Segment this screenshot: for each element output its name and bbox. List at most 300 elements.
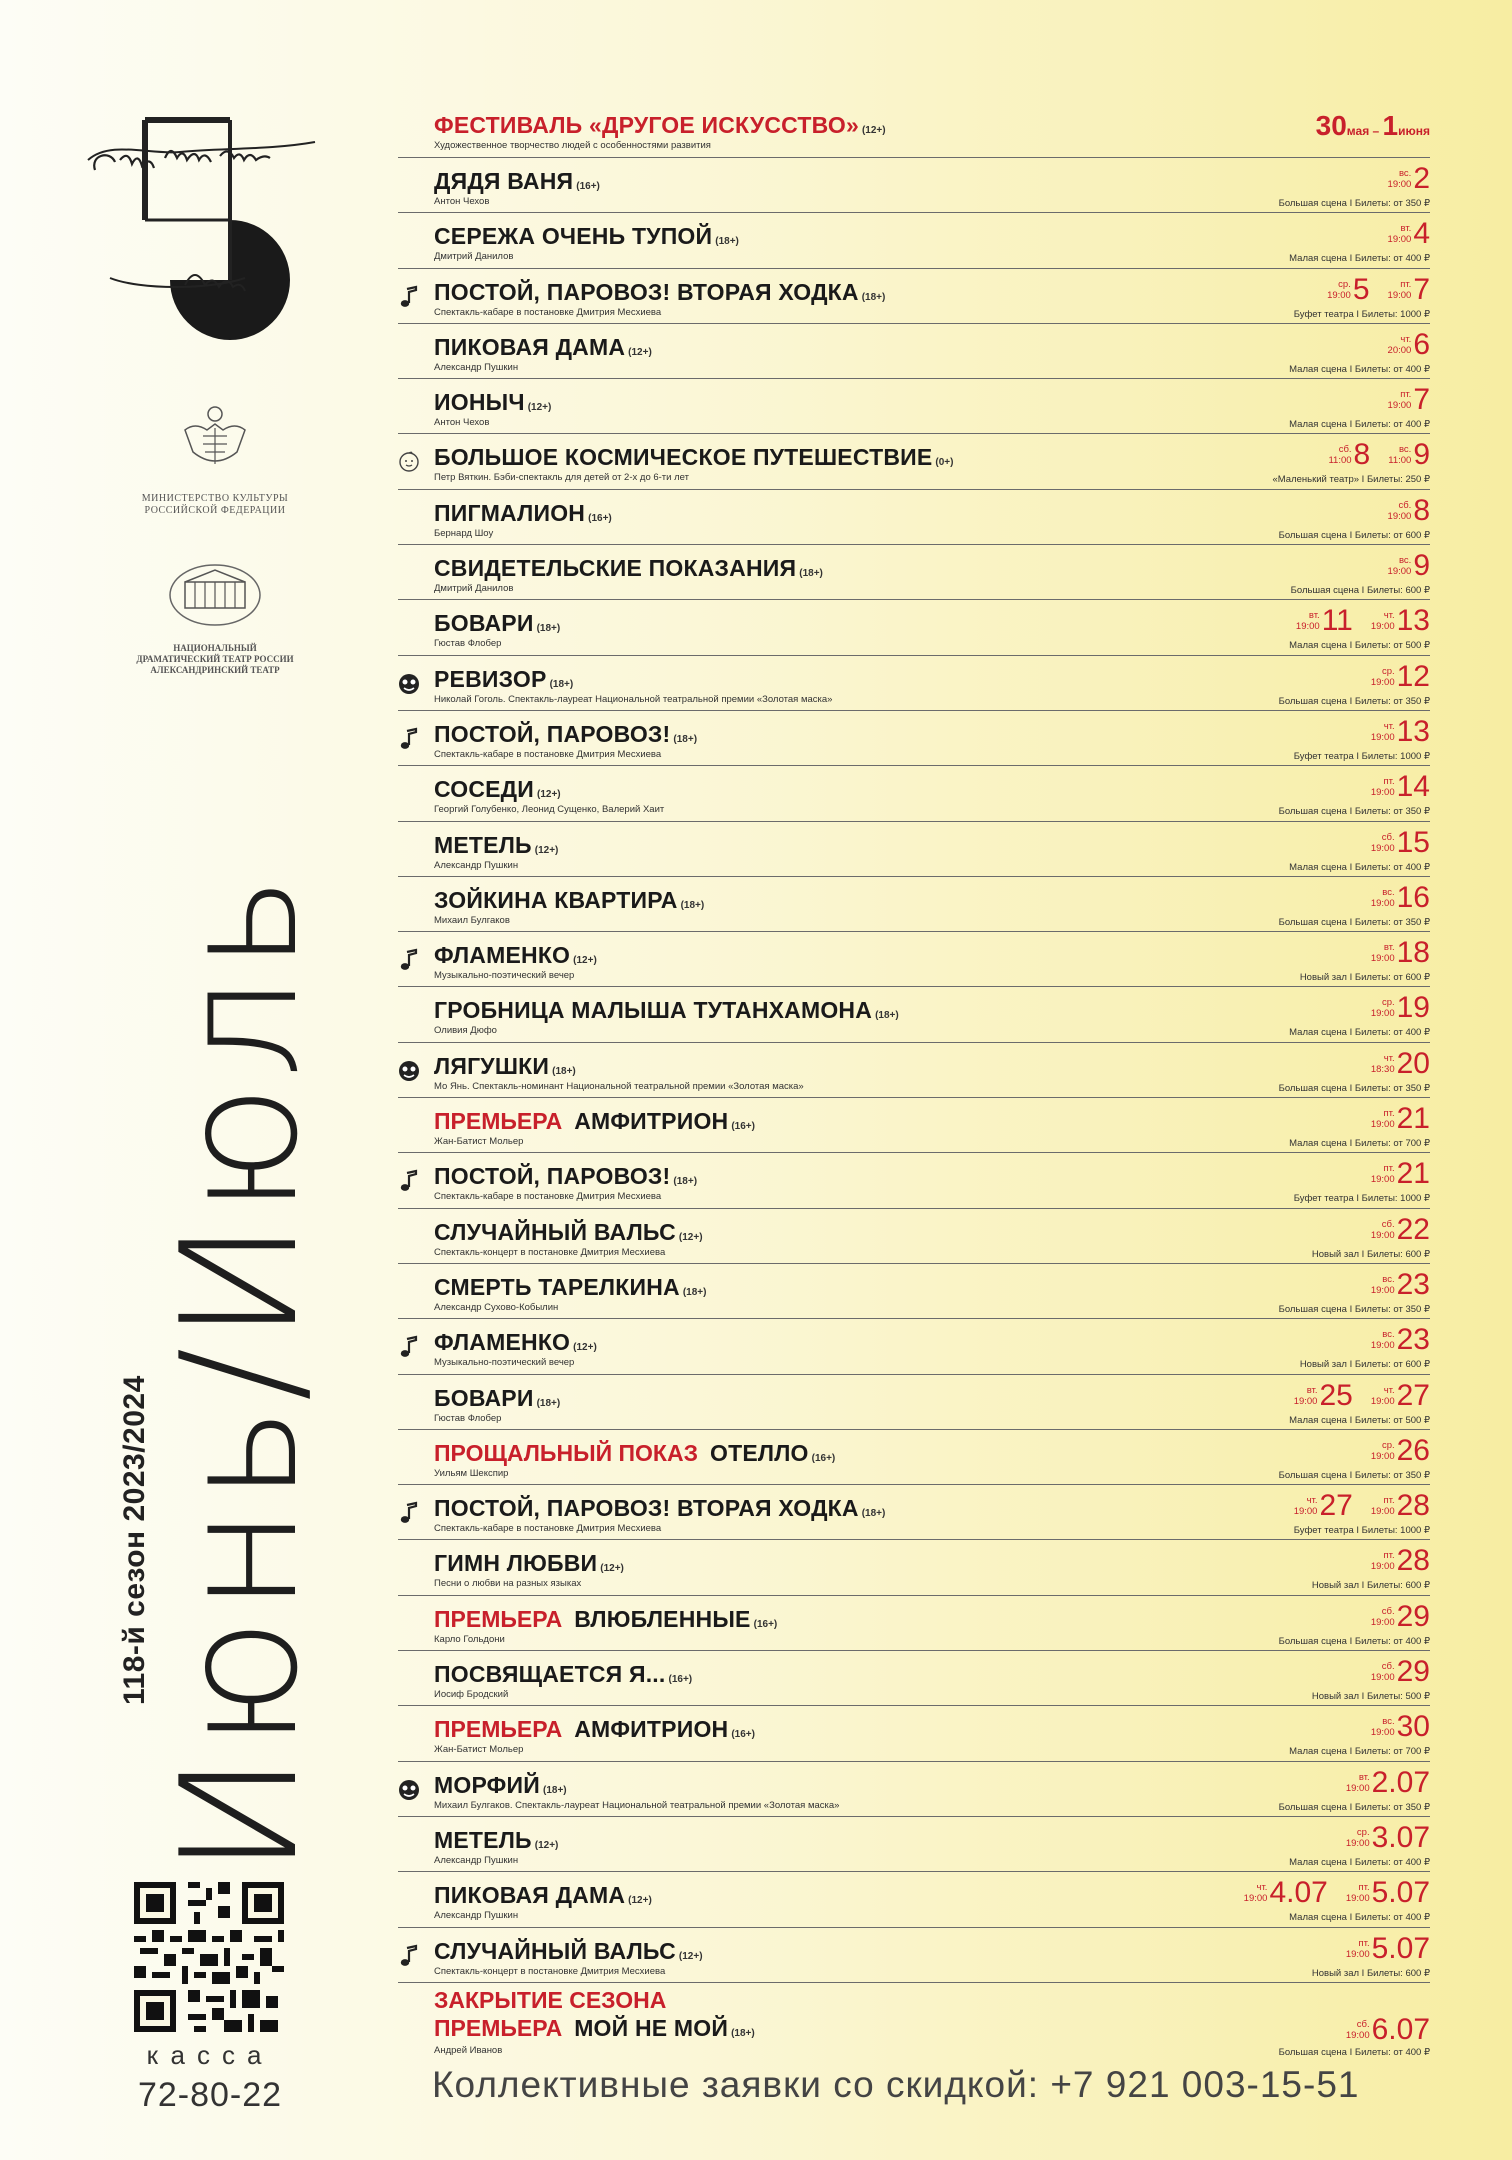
showtime: 19:00 (1370, 1119, 1395, 1131)
age-rating: (16+) (668, 1674, 693, 1686)
date-entry (1371, 1546, 1430, 1576)
performance-dates (1370, 659, 1430, 693)
age-rating: (16+) (731, 1121, 755, 1133)
performance-author: Песни о любви на разных языках (434, 1578, 582, 1590)
performance-row[interactable] (398, 1540, 1430, 1595)
venue-price: Большая сцена I Билеты: от 350 ₽ (1278, 916, 1430, 928)
performance-title: ДЯДЯ ВАНЯ (434, 168, 574, 194)
date-entry (1345, 1820, 1430, 1854)
weekday: чт. (1256, 1882, 1268, 1894)
showtime: 19:00 (1293, 1395, 1318, 1407)
performance-dates (1370, 714, 1430, 748)
performance-row[interactable] (398, 1651, 1430, 1706)
performance-dates (1371, 1159, 1430, 1189)
performance-author: Антон Чехов (434, 417, 490, 429)
weekday: вс. (1382, 1716, 1395, 1728)
age-rating: (18+) (680, 899, 705, 911)
age-rating: (16+) (811, 1452, 836, 1464)
showtime: 19:00 (1370, 842, 1395, 854)
left-column (0, 0, 420, 2160)
performance-dates (1388, 551, 1430, 581)
closing-title: МОЙ НЕ МОЙ (574, 2014, 729, 2041)
venue-price: «Маленький театр» I Билеты: 250 ₽ (1272, 474, 1430, 486)
venue-price: Малая сцена I Билеты: от 400 ₽ (1289, 363, 1430, 375)
performance-row[interactable] (398, 1485, 1430, 1540)
weekday: пт. (1383, 1495, 1395, 1507)
venue-price: Новый зал I Билеты: 600 ₽ (1311, 1580, 1430, 1592)
weekday: пт. (1358, 1937, 1370, 1949)
performance-author: Михаил Булгаков (434, 914, 510, 926)
performance-title: ПОСТОЙ, ПАРОВОЗ! (434, 720, 671, 747)
performance-row[interactable] (398, 1706, 1430, 1761)
performance-row[interactable] (398, 1817, 1430, 1872)
date-entry (1371, 606, 1430, 636)
showtime: 19:00 (1387, 179, 1412, 190)
showtime: 19:00 (1295, 621, 1320, 633)
performance-dates (1294, 1491, 1430, 1521)
performance-title: ОТЕЛЛО (709, 1439, 809, 1466)
performance-title: ГРОБНИЦА МАЛЫША ТУТАНХАМОНА (434, 997, 873, 1024)
performance-dates (1370, 1267, 1430, 1301)
age-rating: (12+) (678, 1231, 703, 1243)
showtime: 19:00 (1370, 676, 1395, 688)
performance-title: ФЛАМЕНКО (434, 1329, 571, 1356)
performance-title: СЕРЕЖА ОЧЕНЬ ТУПОЙ (434, 223, 713, 250)
date-entry (1370, 1378, 1430, 1412)
weekday: ср. (1381, 997, 1395, 1009)
date-entry (1371, 993, 1430, 1023)
venue-price: Новый зал I Билеты: 600 ₽ (1311, 1248, 1430, 1260)
showtime: 19:00 (1370, 1450, 1395, 1462)
closing-date: сб. 19:00 6.07 (1345, 2012, 1430, 2046)
performance-row[interactable] (398, 1596, 1430, 1651)
showtime: 11:00 (1328, 455, 1352, 467)
age-rating: (18+) (536, 1397, 561, 1409)
date-entry (1328, 440, 1370, 470)
weekday: сб. (1381, 1661, 1395, 1673)
date-day: 28 (1396, 1544, 1430, 1578)
performance-row[interactable] (398, 1153, 1430, 1208)
performance-title: ФЛАМЕНКО (434, 942, 571, 969)
showtime: 19:00 (1345, 1782, 1370, 1794)
performance-dates (1388, 385, 1430, 415)
venue-price: Буфет театра I Билеты: 1000 ₽ (1293, 750, 1430, 762)
date-entry (1370, 714, 1430, 748)
date-entry (1387, 327, 1430, 361)
venue-price: Малая сцена I Билеты: от 400 ₽ (1289, 253, 1430, 265)
date-day: 2 (1413, 162, 1430, 195)
venue-price: Малая сцена I Билеты: от 400 ₽ (1289, 1027, 1430, 1039)
date-day: 6 (1413, 327, 1430, 361)
weekday: пт. (1383, 1163, 1395, 1175)
performance-title: МЕТЕЛЬ (434, 831, 532, 858)
performance-author: Бернард Шоу (434, 527, 494, 539)
venue-price: Малая сцена I Билеты: от 500 ₽ (1289, 640, 1430, 652)
performance-title: ИОНЫЧ (434, 389, 525, 416)
showtime: 19:00 (1370, 953, 1395, 965)
showtime: 19:00 (1370, 1174, 1395, 1186)
performance-dates (1345, 1931, 1430, 1965)
showtime: 19:00 (1345, 1837, 1370, 1849)
date-day: 18 (1396, 936, 1430, 970)
date-day: 16 (1396, 880, 1430, 914)
performance-dates (1371, 938, 1430, 968)
showtime: 19:00 (1293, 1506, 1318, 1518)
weekday: вт. (1383, 942, 1395, 954)
date-day: 12 (1396, 659, 1430, 693)
performance-dates (1388, 219, 1430, 249)
date-entry (1388, 219, 1430, 249)
performance-tag: ПРЕМЬЕРА (434, 1108, 563, 1135)
performance-row[interactable] (398, 766, 1430, 821)
showtime: 19:00 (1370, 1727, 1395, 1739)
performance-title: ПИКОВАЯ ДАМА (434, 1882, 626, 1909)
performance-title: АМФИТРИОН (574, 1108, 729, 1135)
performance-row[interactable] (398, 1430, 1430, 1485)
ministry-block (140, 400, 290, 517)
music-note-icon (398, 727, 420, 751)
theatre-logo (70, 100, 400, 340)
performance-title: ВЛЮБЛЕННЫЕ (574, 1605, 751, 1632)
venue-price: Новый зал I Билеты: от 600 ₽ (1299, 1359, 1430, 1371)
performance-row[interactable] (398, 932, 1430, 987)
showtime: 19:00 (1345, 1893, 1370, 1905)
performance-title: БОВАРИ (434, 610, 534, 637)
date-day: 27 (1396, 1378, 1430, 1412)
venue-price: Большая сцена I Билеты: от 400 ₽ (1278, 1635, 1430, 1647)
performance-dates (1388, 164, 1430, 194)
performance-dates (1371, 1546, 1430, 1576)
date-day: 23 (1396, 1323, 1430, 1357)
showtime: 19:00 (1370, 1506, 1395, 1518)
music-note-icon (398, 1335, 420, 1359)
performance-author: Музыкально-поэтический вечер (434, 970, 575, 982)
performance-title: ГИМН ЛЮБВИ (434, 1550, 598, 1577)
golden-mask-icon (398, 1778, 420, 1802)
age-rating: (12+) (527, 402, 552, 414)
performance-row[interactable] (398, 1762, 1430, 1817)
performance-row[interactable] (398, 158, 1430, 213)
date-entry (1371, 938, 1430, 968)
performance-row[interactable] (398, 324, 1430, 379)
baby-face-icon (398, 450, 420, 474)
performance-row[interactable] (398, 877, 1430, 932)
performance-row[interactable] (398, 1375, 1430, 1430)
weekday: вс. (1398, 444, 1412, 456)
performance-title: ЗОЙКИНА КВАРТИРА (434, 886, 678, 913)
showtime: 19:00 (1370, 1561, 1395, 1573)
performance-dates (1371, 1325, 1430, 1355)
performance-row[interactable] (398, 1043, 1430, 1098)
weekday: сб. (1381, 1218, 1395, 1230)
date-day: 5.07 (1371, 1931, 1430, 1965)
venue-price: Малая сцена I Билеты: от 400 ₽ (1289, 861, 1430, 873)
qr-code-icon[interactable] (134, 1882, 284, 2032)
performance-row[interactable] (398, 1928, 1430, 1983)
performance-row[interactable] (398, 213, 1430, 268)
closing-venue: Большая сцена I Билеты: от 400 ₽ (1278, 2046, 1430, 2058)
performance-dates (1370, 880, 1430, 914)
performance-row[interactable] (398, 1319, 1430, 1374)
performance-author: Уильям Шекспир (434, 1467, 509, 1479)
age-rating: (12+) (628, 1895, 652, 1907)
performance-row[interactable] (398, 1872, 1430, 1927)
weekday: пт. (1400, 278, 1412, 290)
age-rating: (18+) (715, 236, 739, 248)
performance-author: Александр Сухово-Кобылин (434, 1301, 559, 1313)
performance-dates (1371, 1104, 1430, 1134)
age-rating: (18+) (542, 1784, 567, 1796)
golden-mask-icon (398, 672, 420, 696)
weekday: ср. (1381, 1439, 1395, 1451)
performance-author: Михаил Булгаков. Спектакль-лауреат Национальной театральной премии «Золотая маска» (434, 1799, 840, 1811)
performance-author: Георгий Голубенко, Леонид Сущенко, Валерий Хаит (434, 804, 665, 816)
performance-tag: ПРЕМЬЕРА (434, 1605, 563, 1632)
performance-author: Жан-Батист Мольер (434, 1744, 524, 1756)
date-day: 5 (1352, 272, 1370, 306)
venue-price: Большая сцена I Билеты: от 350 ₽ (1278, 1303, 1430, 1315)
performance-title: ПОСТОЙ, ПАРОВОЗ! ВТОРАЯ ХОДКА (434, 278, 859, 305)
performance-row[interactable] (398, 987, 1430, 1042)
alexandrinsky-emblem-icon (160, 560, 270, 630)
performance-title: СОСЕДИ (434, 776, 534, 803)
venue-price: Малая сцена I Билеты: от 500 ₽ (1289, 1414, 1430, 1426)
date-entry (1371, 1104, 1430, 1134)
festival-age: (12+) (861, 125, 886, 136)
performance-row[interactable] (398, 600, 1430, 655)
age-rating: (18+) (549, 678, 574, 690)
performance-row[interactable] (398, 545, 1430, 600)
weekday: вт. (1308, 610, 1320, 622)
weekday: чт. (1383, 1052, 1395, 1064)
festival-subtitle: Художественное творчество людей с особенностями развития (434, 140, 711, 151)
venue-price: Большая сцена I Билеты: от 600 ₽ (1278, 529, 1430, 541)
performance-author: Спектакль-кабаре в постановке Дмитрия Месхиева (434, 748, 662, 760)
weekday: пт. (1383, 1108, 1395, 1120)
showtime: 19:00 (1243, 1893, 1268, 1905)
performance-title: ПОСТОЙ, ПАРОВОЗ! ВТОРАЯ ХОДКА (434, 1495, 859, 1522)
date-day: 30 (1396, 1710, 1430, 1744)
closing-row[interactable]: ЗАКРЫТИЕ СЕЗОНА ПРЕМЬЕРА МОЙ НЕ МОЙ (18+) Андрей Иванов сб. 19:00 6.07 Большая сцена I Билеты: от 400 ₽ (434, 1986, 1430, 2058)
festival-dates: 30мая – 1июня (1315, 110, 1430, 141)
showtime: 19:00 (1370, 621, 1395, 633)
date-entry (1371, 772, 1430, 802)
performance-dates (1370, 825, 1430, 859)
performance-row[interactable] (398, 711, 1430, 766)
showtime: 19:00 (1387, 510, 1412, 522)
performance-title: РЕВИЗОР (434, 665, 547, 692)
date-entry (1327, 272, 1370, 306)
date-day: 9 (1413, 438, 1430, 472)
date-day: 22 (1396, 1212, 1430, 1246)
festival-row[interactable] (398, 108, 1430, 158)
performance-author: Спектакль-кабаре в постановке Дмитрия Месхиева (434, 1523, 662, 1535)
showtime: 19:00 (1387, 234, 1412, 246)
venue-price: Большая сцена I Билеты: 600 ₽ (1290, 585, 1430, 597)
performance-author: Гюстав Флобер (434, 1412, 502, 1424)
venue-price: Буфет театра I Билеты: 1000 ₽ (1293, 308, 1430, 320)
date-day: 8 (1353, 438, 1371, 472)
performance-author: Спектакль-концерт в постановке Дмитрия Месхиева (434, 1965, 666, 1977)
performance-row[interactable] (398, 1098, 1430, 1153)
age-rating: (12+) (573, 1342, 597, 1354)
performance-author: Александр Пушкин (434, 1910, 519, 1922)
performance-row[interactable] (398, 1264, 1430, 1319)
performance-author: Дмитрий Данилов (434, 251, 514, 263)
age-rating: (16+) (588, 512, 612, 524)
date-day: 7 (1413, 272, 1430, 306)
date-day: 4.07 (1269, 1876, 1328, 1910)
date-day: 13 (1396, 714, 1430, 748)
performance-tag: ПРОЩАЛЬНЫЙ ПОКАЗ (434, 1439, 698, 1466)
performance-author: Дмитрий Данилов (434, 583, 514, 595)
performance-author: Мо Янь. Спектакль-номинант Национальной театральной премии «Золотая маска» (434, 1080, 804, 1092)
festival-title: ФЕСТИВАЛЬ «ДРУГОЕ ИСКУССТВО» (434, 112, 859, 138)
date-day: 23 (1396, 1267, 1430, 1301)
venue-price: Большая сцена I Билеты: от 350 ₽ (1278, 1469, 1430, 1481)
showtime: 19:00 (1387, 289, 1412, 301)
weekday: вс. (1382, 1273, 1395, 1285)
performance-title: СМЕРТЬ ТАРЕЛКИНА (434, 1273, 680, 1300)
performance-dates (1371, 1712, 1430, 1742)
weekday: ср. (1356, 1826, 1370, 1838)
weekday: чт. (1306, 1495, 1318, 1507)
venue-price: Буфет театра I Билеты: 1000 ₽ (1293, 1525, 1430, 1537)
performance-dates (1387, 493, 1430, 527)
closing-tag: ЗАКРЫТИЕ СЕЗОНА (434, 1986, 667, 2013)
date-entry (1370, 1267, 1430, 1301)
age-rating: (12+) (534, 1839, 559, 1851)
weekday: ср. (1338, 278, 1351, 290)
performance-author: Александр Пушкин (434, 361, 519, 373)
date-entry (1371, 1712, 1430, 1742)
performance-title: ПИКОВАЯ ДАМА (434, 333, 626, 360)
performance-row[interactable] (398, 656, 1430, 711)
performance-tag: ПРЕМЬЕРА (434, 1716, 563, 1743)
theatre-logo-icon (70, 100, 400, 340)
performance-author: Карло Гольдони (434, 1633, 505, 1645)
date-day: 29 (1396, 1599, 1430, 1633)
performance-author: Николай Гоголь. Спектакль-лауреат Национальной театральной премии «Золотая маска» (434, 693, 833, 705)
showtime: 19:00 (1370, 1616, 1395, 1628)
venue-price: Малая сцена I Билеты: от 400 ₽ (1289, 419, 1430, 431)
performance-dates (1370, 1433, 1430, 1467)
age-rating: (12+) (537, 789, 561, 801)
date-entry (1244, 1878, 1328, 1908)
performance-list (398, 108, 1430, 2063)
performance-dates (1296, 606, 1430, 636)
date-day: 11 (1321, 604, 1353, 638)
date-day: 25 (1319, 1378, 1353, 1412)
age-rating: (18+) (875, 1010, 899, 1022)
date-day: 4 (1413, 217, 1430, 251)
performance-row[interactable] (398, 269, 1430, 324)
age-rating: (0+) (935, 457, 954, 469)
performance-row[interactable] (398, 379, 1430, 434)
performance-author: Спектакль-концерт в постановке Дмитрия Месхиева (434, 1246, 666, 1258)
age-rating: (12+) (534, 844, 559, 856)
performance-dates (1244, 1878, 1430, 1908)
age-rating: (16+) (576, 181, 600, 192)
date-entry (1388, 164, 1430, 194)
performance-dates (1328, 440, 1430, 470)
weekday: чт. (1383, 1384, 1395, 1396)
performance-title: ПОСВЯЩАЕТСЯ Я... (434, 1661, 666, 1688)
performance-row[interactable] (398, 1209, 1430, 1264)
showtime: 19:00 (1370, 1395, 1395, 1407)
date-entry (1370, 825, 1430, 859)
showtime: 18:30 (1370, 1063, 1395, 1075)
performance-author: Гюстав Флобер (434, 638, 502, 650)
venue-price: Новый зал I Билеты: 600 ₽ (1311, 1967, 1430, 1979)
performance-author: Петр Вяткин. Бэби-спектакль для детей от 2-х до 6-ти лет (434, 472, 689, 484)
ministry-text: МИНИСТЕРСТВО КУЛЬТУРЫ РОССИЙСКОЙ ФЕДЕРАЦИИ (141, 493, 289, 516)
performance-dates (1370, 1599, 1430, 1633)
age-rating: (18+) (861, 1508, 886, 1520)
venue-price: Новый зал I Билеты: от 600 ₽ (1299, 972, 1430, 984)
date-day: 28 (1396, 1489, 1430, 1523)
date-entry (1387, 272, 1430, 306)
date-day: 26 (1396, 1433, 1430, 1467)
music-note-icon (398, 285, 420, 309)
date-day: 7 (1413, 383, 1430, 417)
date-entry (1370, 1046, 1430, 1080)
showtime: 19:00 (1370, 897, 1395, 909)
age-rating: (16+) (753, 1618, 778, 1630)
date-day: 5.07 (1371, 1876, 1430, 1910)
showtime: 19:00 (1387, 400, 1412, 412)
date-entry (1371, 1159, 1430, 1189)
performance-title: СЛУЧАЙНЫЙ ВАЛЬС (434, 1218, 676, 1245)
weekday: чт. (1400, 333, 1412, 345)
date-entry (1346, 1878, 1430, 1908)
venue-price: Новый зал I Билеты: 500 ₽ (1311, 1691, 1430, 1703)
age-rating: (18+) (536, 623, 561, 635)
showtime: 20:00 (1387, 344, 1412, 356)
showtime: 19:00 (1370, 1340, 1395, 1352)
weekday: вс. (1382, 1329, 1395, 1341)
date-day: 13 (1396, 604, 1430, 638)
age-rating: (12+) (628, 346, 652, 358)
weekday: вт. (1358, 1771, 1370, 1783)
showtime: 19:00 (1327, 289, 1351, 301)
premiere-tag: ПРЕМЬЕРА (434, 2014, 563, 2041)
showtime: 19:00 (1370, 1284, 1395, 1296)
performance-row[interactable] (398, 490, 1430, 545)
date-entry (1345, 1931, 1430, 1965)
date-day: 2.07 (1371, 1765, 1430, 1799)
performance-author: Оливия Дюфо (434, 1025, 497, 1037)
date-day: 27 (1319, 1489, 1353, 1523)
performance-dates (1371, 993, 1430, 1023)
date-day: 9 (1413, 549, 1430, 583)
weekday: вт. (1400, 223, 1412, 235)
showtime: 19:00 (1370, 731, 1395, 743)
age-rating: (18+) (799, 568, 823, 580)
date-entry (1388, 440, 1430, 470)
performance-author: Жан-Батист Мольер (434, 1136, 524, 1148)
showtime: 19:00 (1370, 1672, 1395, 1684)
weekday: пт. (1400, 389, 1412, 401)
weekday: вс. (1398, 555, 1412, 567)
venue-price: Малая сцена I Билеты: от 700 ₽ (1289, 1746, 1430, 1758)
weekday: пт. (1358, 1882, 1370, 1894)
performance-row[interactable] (398, 434, 1430, 489)
showtime: 19:00 (1387, 566, 1412, 578)
date-entry (1388, 551, 1430, 581)
performance-row[interactable] (398, 822, 1430, 877)
venue-price: Большая сцена I Билеты: от 350 ₽ (1278, 1082, 1430, 1094)
